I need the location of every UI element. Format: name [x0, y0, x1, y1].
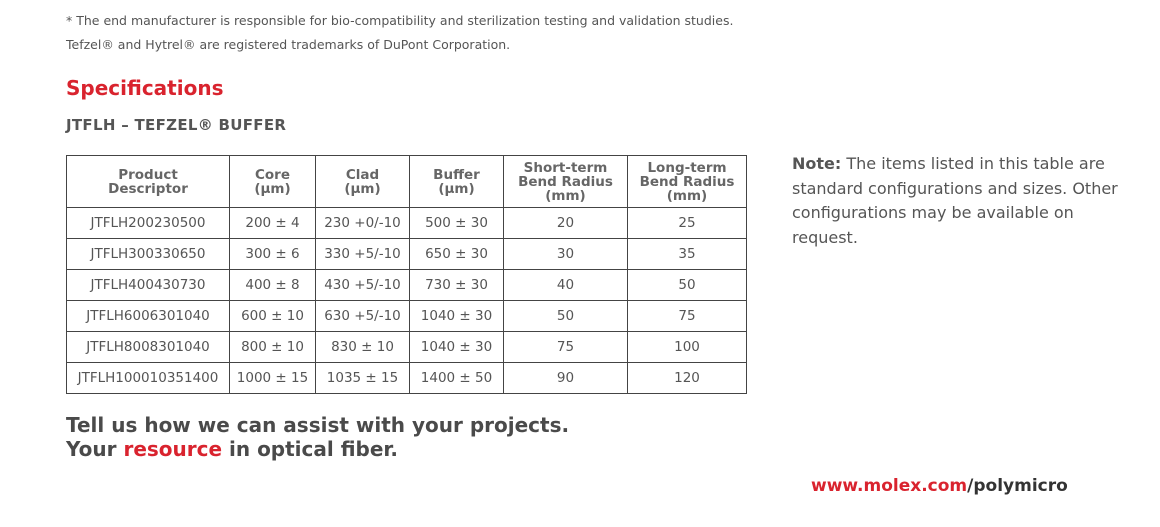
table-cell: 1040 ± 30	[410, 301, 504, 332]
table-cell: JTFLH100010351400	[67, 363, 230, 394]
column-header-line: (µm)	[254, 180, 291, 197]
column-header-line: (mm)	[666, 187, 708, 204]
column-header-line: Short-term	[523, 159, 608, 176]
note-label: Note:	[792, 154, 842, 173]
table-cell: 1000 ± 15	[230, 363, 316, 394]
column-header-line: (µm)	[344, 180, 381, 197]
column-header-line: Core	[255, 166, 290, 183]
table-cell: 650 ± 30	[410, 239, 504, 270]
table-title: JTFLH – TEFZEL® BUFFER	[66, 116, 287, 134]
resource-link[interactable]: resource	[123, 437, 223, 461]
column-header	[504, 156, 628, 208]
table-cell: 100	[628, 332, 747, 363]
table-cell: 1400 ± 50	[410, 363, 504, 394]
url-path[interactable]: /polymicro	[967, 476, 1068, 496]
table-cell: 730 ± 30	[410, 270, 504, 301]
table-cell: 30	[504, 239, 628, 270]
table-row	[67, 363, 747, 394]
table-cell: 800 ± 10	[230, 332, 316, 363]
table-cell: 330 +5/-10	[316, 239, 410, 270]
section-title: Specifications	[66, 76, 224, 100]
column-header	[628, 156, 747, 208]
specifications-table	[66, 155, 747, 394]
table-header-row	[67, 156, 747, 208]
table-cell: JTFLH300330650	[67, 239, 230, 270]
column-header-line: Descriptor	[108, 180, 188, 197]
table-cell: 40	[504, 270, 628, 301]
table-cell: 50	[504, 301, 628, 332]
table-cell: 120	[628, 363, 747, 394]
column-header-line: Product	[118, 166, 178, 183]
table-cell: 1035 ± 15	[316, 363, 410, 394]
column-header-line: Bend Radius	[518, 173, 613, 190]
table-cell: 200 ± 4	[230, 208, 316, 239]
cta-text: in optical fiber.	[222, 437, 399, 461]
table-cell: 20	[504, 208, 628, 239]
table-cell: JTFLH400430730	[67, 270, 230, 301]
column-header	[410, 156, 504, 208]
column-header	[230, 156, 316, 208]
table-cell: 25	[628, 208, 747, 239]
column-header-line: Buffer	[433, 166, 480, 183]
table-cell: 75	[504, 332, 628, 363]
column-header-line: (mm)	[545, 187, 586, 204]
footnote-trademarks: Tefzel® and Hytrel® are registered trademarks of DuPont Corporation.	[66, 37, 511, 52]
table-cell: 630 +5/-10	[316, 301, 410, 332]
footnote-disclaimer: * The end manufacturer is responsible for bio-compatibility and sterilization testing and validation studies.	[66, 13, 734, 28]
table-cell: 430 +5/-10	[316, 270, 410, 301]
column-header-line: (µm)	[438, 180, 475, 197]
column-header-line: Clad	[345, 166, 380, 183]
table-cell: 90	[504, 363, 628, 394]
table-row	[67, 239, 747, 270]
note	[792, 152, 1122, 250]
table-cell: 500 ± 30	[410, 208, 504, 239]
table-row	[67, 208, 747, 239]
call-to-action	[66, 413, 569, 461]
table-cell: 230 +0/-10	[316, 208, 410, 239]
table-cell: 300 ± 6	[230, 239, 316, 270]
table-cell: 35	[628, 239, 747, 270]
table-cell: 50	[628, 270, 747, 301]
website-link[interactable]	[811, 476, 1068, 496]
table-cell: 830 ± 10	[316, 332, 410, 363]
table-cell: JTFLH6006301040	[67, 301, 230, 332]
note-text: The items listed in this table are standard configurations and sizes. Other configurations may be available on request.	[792, 154, 1118, 247]
column-header	[316, 156, 410, 208]
cta-text: Your	[66, 437, 124, 461]
table-cell: 600 ± 10	[230, 301, 316, 332]
table-row	[67, 270, 747, 301]
table-row	[67, 332, 747, 363]
column-header-line: Long-term	[647, 159, 727, 176]
cta-line-1: Tell us how we can assist with your projects.	[66, 413, 570, 437]
table-cell: 400 ± 8	[230, 270, 316, 301]
table-cell: JTFLH8008301040	[67, 332, 230, 363]
table-cell: 75	[628, 301, 747, 332]
table-cell: JTFLH200230500	[67, 208, 230, 239]
column-header	[67, 156, 230, 208]
table-cell: 1040 ± 30	[410, 332, 504, 363]
column-header-line: Bend Radius	[639, 173, 735, 190]
table-row	[67, 301, 747, 332]
url-domain[interactable]: www.molex.com	[811, 476, 968, 496]
